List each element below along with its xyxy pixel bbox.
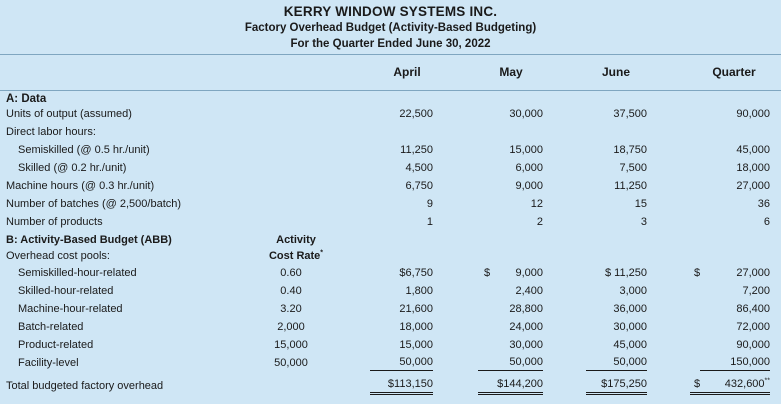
quarter-value: 86,400 (736, 303, 770, 315)
table-row (0, 159, 781, 177)
may-value: 2 (536, 216, 543, 228)
may-value: 9,000 (515, 180, 543, 192)
quarter-value: 150,000 (700, 354, 770, 371)
april-value: 4,500 (405, 162, 433, 174)
may-value: 50,000 (478, 354, 543, 371)
section-b-title: B: Activity-Based Budget (ABB) (6, 234, 172, 246)
row-label: Number of products (6, 216, 103, 228)
june-value: 3 (640, 216, 647, 228)
april-value: 22,500 (399, 108, 433, 120)
col-june: June (601, 65, 630, 79)
section-a-title: A: Data (6, 93, 47, 105)
rate-footnote-mark: * (320, 249, 324, 257)
april-value: $6,750 (399, 267, 433, 279)
table-row (0, 141, 781, 159)
april-value: 21,600 (399, 303, 433, 315)
total-label: Total budgeted factory overhead (6, 380, 164, 392)
total-row (0, 377, 781, 395)
row-label: Machine hours (@ 0.3 hr./unit) (6, 180, 155, 192)
april-value: 1 (426, 216, 433, 228)
col-april: April (393, 65, 421, 79)
april-value: 9 (426, 198, 433, 210)
row-label: Number of batches (@ 2,500/batch) (6, 198, 182, 210)
quarter-value: 36 (757, 198, 770, 210)
june-value: 3,000 (619, 285, 647, 297)
row-label: Semiskilled (@ 0.5 hr./unit) (18, 144, 150, 156)
row-label: Batch-related (18, 321, 84, 333)
april-total: $113,150 (370, 377, 433, 395)
quarter-value: 7,200 (742, 285, 770, 297)
row-label: Semiskilled-hour-related (18, 267, 137, 279)
rate-value: 0.60 (280, 267, 302, 279)
quarter-total-footnote-mark: ** (764, 377, 770, 385)
rate-value: 15,000 (274, 339, 308, 351)
quarter-value: 27,000 (736, 267, 770, 279)
col-may: May (499, 65, 523, 79)
quarter-value: 6 (763, 216, 770, 228)
quarter-value: 27,000 (736, 180, 770, 192)
table-row (0, 354, 781, 372)
quarter-total-dollar: $ (694, 378, 701, 390)
table-row (0, 318, 781, 336)
row-label: Units of output (assumed) (6, 108, 132, 120)
budget-period: For the Quarter Ended June 30, 2022 (290, 38, 491, 50)
quarter-total-value: 432,600 (724, 378, 765, 390)
table-row (0, 336, 781, 354)
quarter-dollar-sign: $ (694, 267, 701, 279)
quarter-value: 18,000 (736, 162, 770, 174)
may-value: 2,400 (515, 285, 543, 297)
rate-value: 3.20 (280, 303, 302, 315)
row-label: Direct labor hours: (6, 126, 96, 138)
may-dollar-sign: $ (484, 267, 491, 279)
april-value: 11,250 (400, 144, 433, 156)
table-row (0, 213, 781, 231)
june-value: 36,000 (613, 303, 647, 315)
quarter-value: 90,000 (736, 108, 770, 120)
column-header-band (0, 54, 781, 92)
june-value: 18,750 (613, 144, 647, 156)
col-quarter: Quarter (712, 65, 756, 79)
pools-heading-row (0, 247, 781, 265)
may-value: 12 (530, 198, 543, 210)
may-value: 15,000 (509, 144, 543, 156)
june-total: $175,250 (586, 377, 647, 395)
budget-title: Factory Overhead Budget (Activity-Based Budgeting) (244, 22, 537, 34)
april-value: 18,000 (399, 321, 433, 333)
june-value: 30,000 (613, 321, 647, 333)
table-row (0, 264, 781, 282)
april-value: 15,000 (399, 339, 433, 351)
june-value: 7,500 (619, 162, 647, 174)
may-value: 6,000 (515, 162, 543, 174)
june-value: $ 11,250 (604, 267, 647, 279)
company-name: KERRY WINDOW SYSTEMS INC. (283, 4, 498, 19)
rate-header-text: Cost Rate (268, 250, 321, 262)
june-value: 15 (634, 198, 647, 210)
quarter-total (690, 377, 770, 395)
rate-header-line1: Activity (276, 234, 316, 246)
june-value: 45,000 (613, 339, 647, 351)
row-label: Product-related (18, 339, 94, 351)
table-row (0, 300, 781, 318)
rate-header-line2 (262, 247, 330, 265)
quarter-value: 90,000 (736, 339, 770, 351)
quarter-value: 72,000 (736, 321, 770, 333)
june-value: 11,250 (614, 180, 647, 192)
row-label: Skilled-hour-related (18, 285, 114, 297)
table-row (0, 177, 781, 195)
april-value: 6,750 (405, 180, 433, 192)
rate-value: 2,000 (277, 321, 305, 333)
may-value: 28,800 (509, 303, 543, 315)
table-row (0, 105, 781, 123)
april-value: 1,800 (405, 285, 433, 297)
row-label: Skilled (@ 0.2 hr./unit) (18, 162, 127, 174)
may-value: 30,000 (509, 108, 543, 120)
header-top-rule (0, 54, 781, 55)
table-row (0, 195, 781, 213)
june-value: 50,000 (586, 354, 647, 371)
april-value: 50,000 (370, 354, 433, 371)
table-row (0, 123, 781, 141)
row-label: Machine-hour-related (18, 303, 123, 315)
may-value: 30,000 (509, 339, 543, 351)
pools-label: Overhead cost pools: (6, 250, 110, 262)
june-value: 37,500 (613, 108, 647, 120)
quarter-value: 45,000 (736, 144, 770, 156)
row-label: Facility-level (18, 357, 79, 369)
may-value: 9,000 (515, 267, 543, 279)
table-row (0, 282, 781, 300)
may-total: $144,200 (478, 377, 543, 395)
rate-value: 0.40 (280, 285, 302, 297)
may-value: 24,000 (509, 321, 543, 333)
rate-value: 50,000 (274, 357, 308, 369)
